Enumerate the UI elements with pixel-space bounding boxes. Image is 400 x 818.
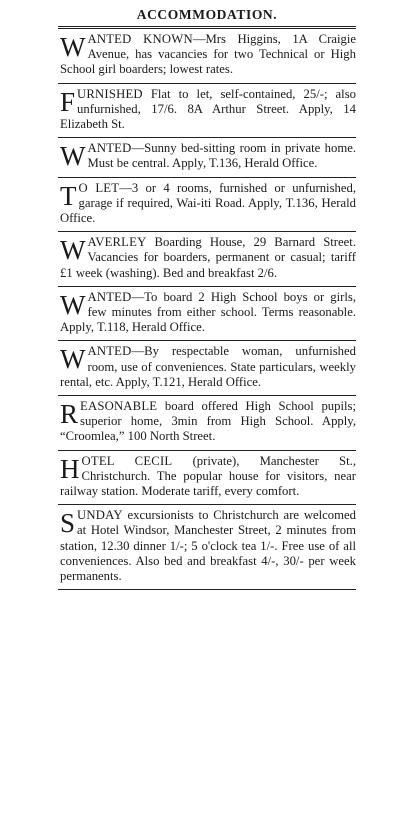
ad-first-word: URNISHED: [77, 86, 143, 101]
ad-first-word: AVERLEY: [87, 235, 147, 250]
classified-ad: [58, 232, 356, 286]
classified-ad: [58, 451, 356, 505]
ad-body: —By respectable woman, unfurnished room, use of conveniences. State particulars, weekly rental, etc. Apply, T.121, Herald Office.: [60, 344, 356, 389]
classified-ad: [58, 341, 356, 395]
ad-initial: W: [60, 235, 86, 266]
ad-body: (private), Manchester St., Christchurch. The popular house for visitors, near railway station. Moderate tariff, every comfort.: [60, 453, 356, 499]
ad-body: excursionists to Christchurch are welcomed at Hotel Windsor, Manchester Street, 2 minutes from station, 12.30 dinner 1/-; 5 o'clock tea 1/-. Free use of all conveniences. Also bed and breakfast 4/-, 30/- per week permanents.: [60, 508, 356, 584]
ad-first-word: ANTED: [87, 289, 132, 304]
section-heading: ACCOMMODATION.: [136, 7, 278, 22]
ad-body: —3 or 4 rooms, furnished or unfurnished, garage if required, Wai-iti Road. Apply, T.136, Herald Office.: [60, 180, 356, 226]
ad-first-word: O LET: [78, 180, 120, 195]
ad-initial: R: [60, 399, 79, 430]
ad-initial: S: [60, 508, 76, 539]
ad-initial: W: [60, 344, 86, 375]
classified-ad: [58, 287, 356, 341]
ad-body: Flat to let, self-contained, 25/-; also unfurnished, 17/6. 8A Arthur Street. Apply, 14 Elizabeth St.: [60, 86, 356, 132]
accommodation-column: [58, 4, 356, 590]
ad-initial: H: [60, 453, 80, 484]
ad-first-word: ANTED KNOWN: [87, 32, 193, 46]
ad-initial: W: [60, 32, 86, 62]
ad-body: Boarding House, 29 Barnard Street. Vacancies for boarders, permanent or casual; tariff £1 week (washing). Bed and breakfast 2/6.: [60, 235, 356, 280]
classified-ad: [58, 29, 356, 83]
ad-initial: T: [60, 180, 77, 211]
ad-first-word: EASONABLE: [80, 399, 158, 414]
ad-first-word: ANTED: [87, 141, 132, 156]
ad-first-word: UNDAY: [77, 508, 123, 523]
classified-ad: [58, 84, 356, 138]
ad-first-word: OTEL CECIL: [81, 453, 173, 468]
ad-body: —To board 2 High School boys or girls, few minutes from either school. Terms reasonable. Apply, T.118, Herald Office.: [60, 289, 356, 335]
ad-initial: W: [60, 289, 86, 320]
ad-body: —Sunny bed-sitting room in private home. Must be central. Apply, T.136, Herald Office.: [87, 141, 356, 171]
ad-initial: F: [60, 86, 76, 117]
classified-ad: [58, 396, 356, 450]
classified-ad: [58, 138, 356, 176]
ad-body: board offered High School pupils; superior home, 3min from High School. Apply, “Croomlea,” 100 North Street.: [60, 399, 356, 444]
ad-divider: [58, 589, 356, 590]
ad-body: —Mrs Higgins, 1A Craigie Avenue, has vacancies for two Technical or High School girl boarders; lowest rates.: [60, 32, 356, 77]
ad-initial: W: [60, 141, 86, 172]
classified-ad: [58, 505, 356, 589]
ad-first-word: ANTED: [87, 344, 132, 359]
classified-ad: [58, 178, 356, 232]
